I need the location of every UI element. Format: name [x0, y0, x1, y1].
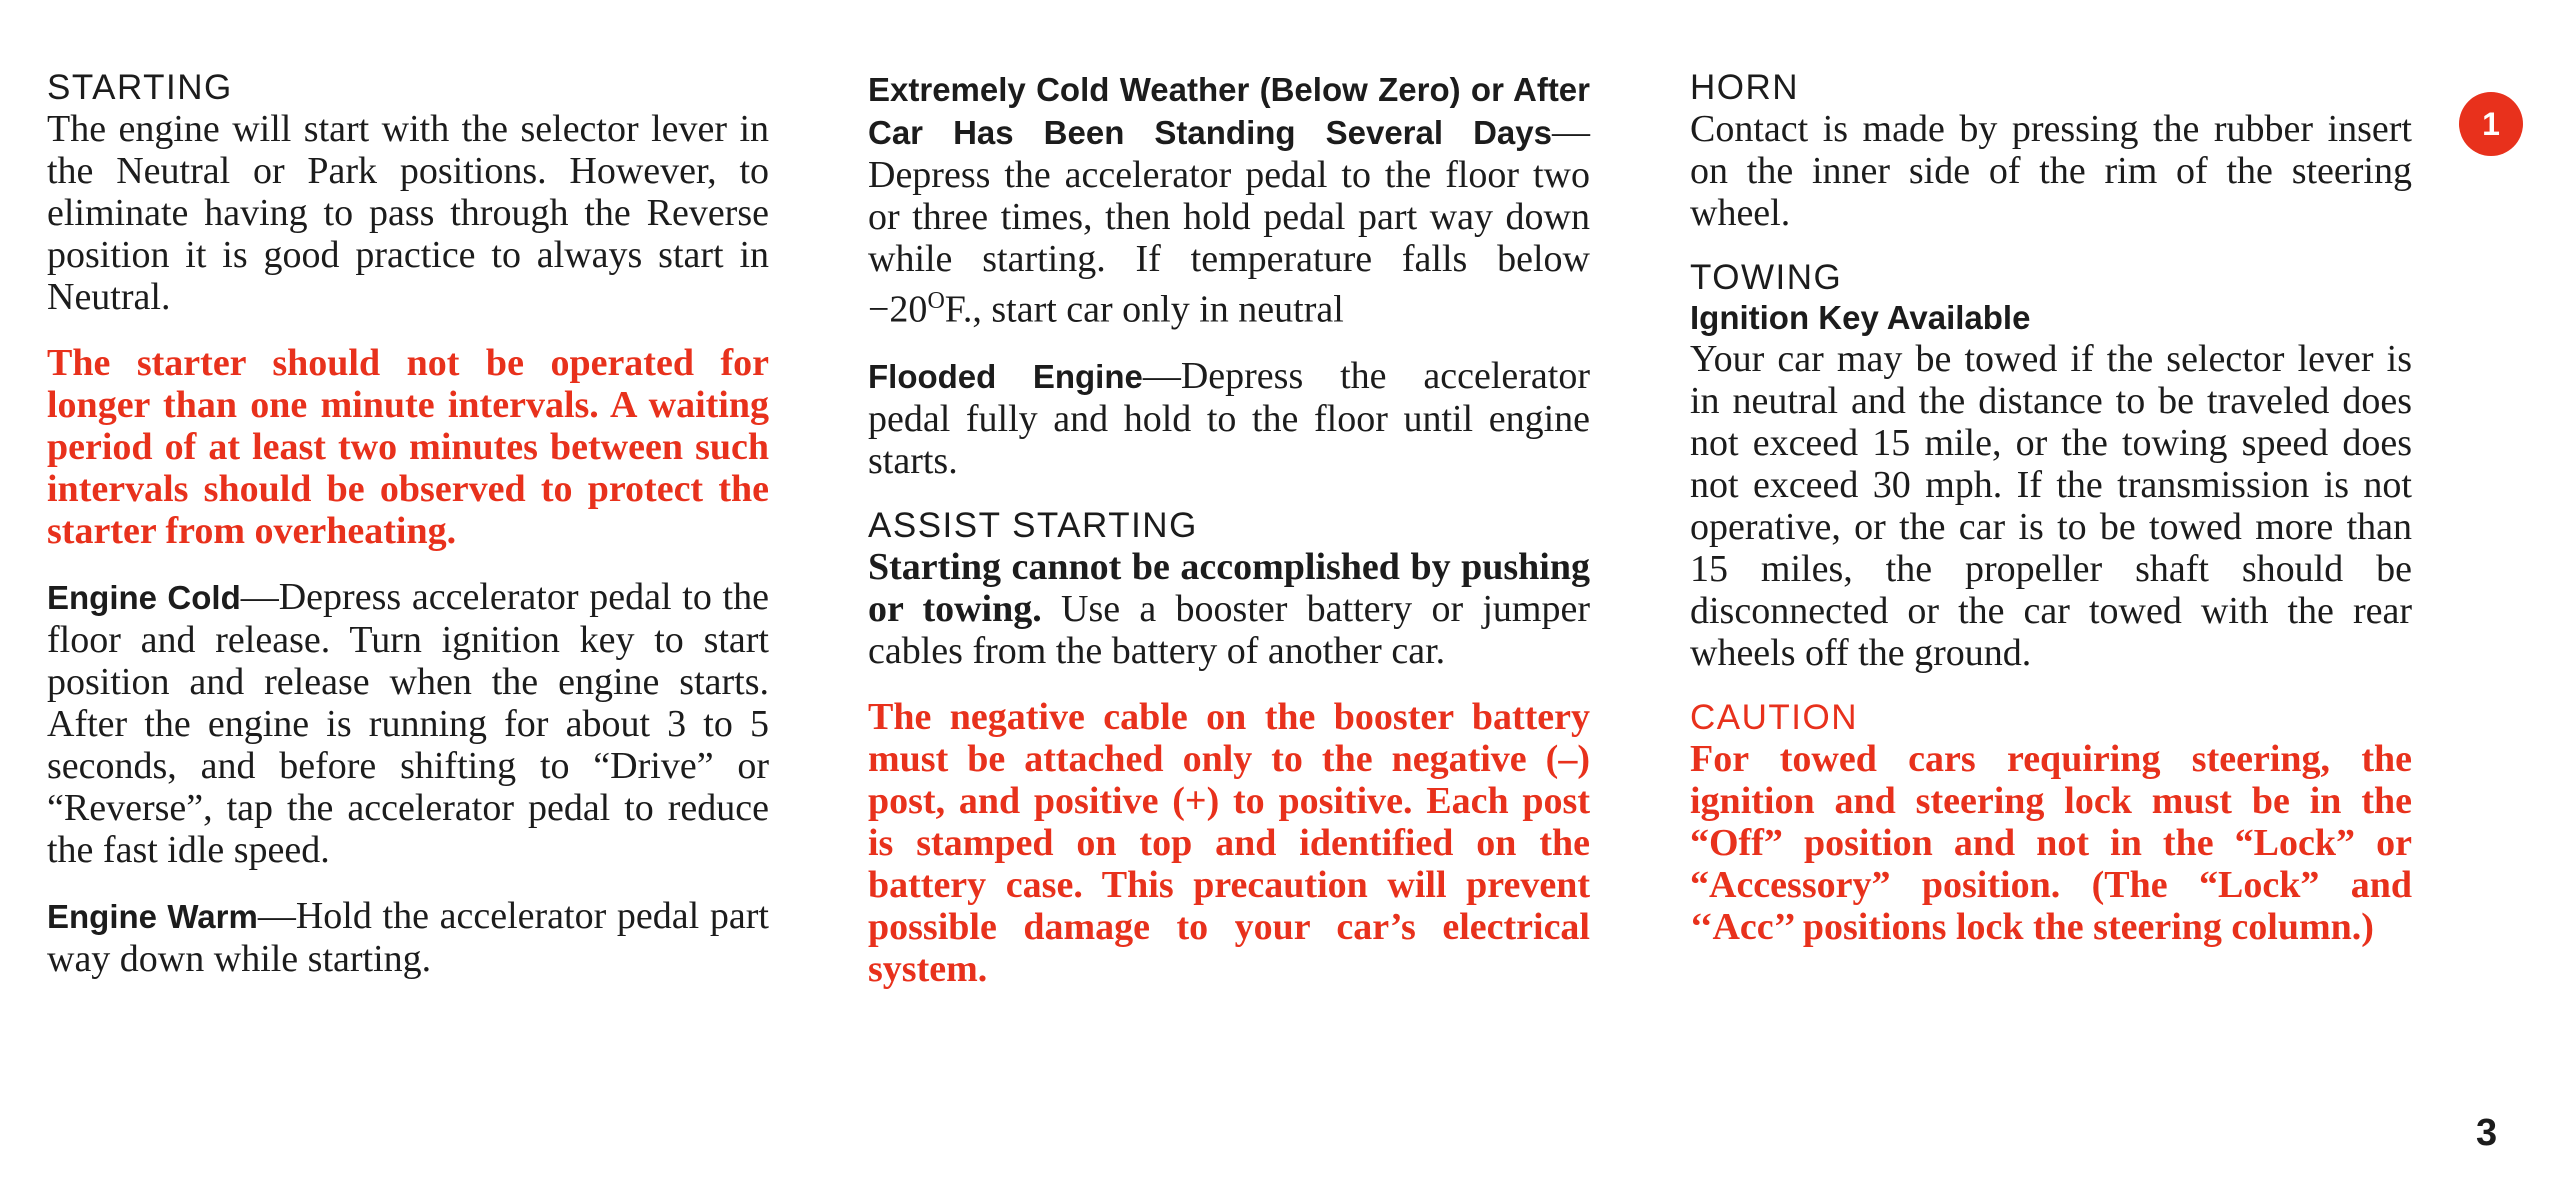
cold-weather-text-a: —Depress the accelerator pedal to the floor two or three times, then hold pedal part way down while starting. If temperature falls below −20	[868, 111, 1590, 331]
section-number-badge: 1	[2459, 92, 2523, 156]
cold-weather-text-b: F., start car only in neutral	[944, 288, 1344, 331]
towing-text: Your car may be towed if the selector lever is in neutral and the distance to be traveled does not exceed 15 mile, or the towing speed does not exceed 30 mph. If the transmission is not operative, or the car is to be towed more than 15 miles, the propeller shaft should be disconnected or the car towed with the rear wheels off the ground.	[1690, 338, 2412, 674]
caution-section	[1690, 698, 2412, 948]
engine-cold-paragraph	[47, 576, 769, 871]
starting-section	[47, 68, 769, 318]
horn-text: Contact is made by pressing the rubber insert on the inner side of the rim of the steering wheel.	[1690, 108, 2412, 234]
degree-symbol: O	[927, 288, 945, 314]
flooded-paragraph	[868, 355, 1590, 482]
left-column	[47, 68, 769, 1004]
towing-section	[1690, 258, 2412, 674]
towing-subheading: Ignition Key Available	[1690, 299, 2031, 336]
horn-heading: HORN	[1690, 68, 1800, 107]
right-column	[1690, 68, 2412, 972]
engine-warm-paragraph	[47, 895, 769, 980]
starter-warning: The starter should not be operated for longer than one minute intervals. A waiting period of at least two minutes between such intervals should be observed to protect the starter from overheating.	[47, 342, 769, 552]
middle-column	[868, 68, 1590, 1014]
page-number: 3	[2476, 1112, 2498, 1154]
cold-weather-lead: Extremely Cold Weather (Below Zero) or After Car Has Been Standing Several Days	[868, 71, 1590, 151]
flooded-text: —Depress the accelerator pedal fully and hold to the floor until engine starts.	[868, 354, 1591, 482]
engine-cold-text: —Depress accelerator pedal to the floor and release. Turn ignition key to start position and release when the engine starts. After the engine is running for about 3 to 5 seconds, and before shifting to “Drive” or “Reverse”, tap the accelerator pedal to reduce the fast idle speed.	[47, 576, 769, 871]
assist-bold-text: Starting cannot be accomplished by pushing or towing.	[868, 545, 1590, 630]
engine-warm-text: —Hold the accelerator pedal part way down while starting.	[47, 895, 769, 980]
assist-section	[868, 506, 1590, 672]
starting-text: The engine will start with the selector lever in the Neutral or Park positions. However, to eliminate having to pass through the Reverse position it is good practice to always start in Neutral.	[47, 108, 769, 318]
towing-heading: TOWING	[1690, 258, 1843, 297]
booster-warning: The negative cable on the booster battery must be attached only to the negative (–) post, and positive (+) to positive. Each post is stamped on top and identified on the battery case. This precaution will prevent possible damage to your car’s electrical system.	[868, 695, 1590, 990]
flooded-lead: Flooded Engine	[868, 357, 1143, 395]
horn-section	[1690, 68, 2412, 234]
engine-cold-lead: Engine Cold	[47, 579, 241, 616]
caution-heading: CAUTION	[1690, 698, 1858, 737]
engine-warm-lead: Engine Warm	[47, 898, 258, 935]
assist-text: Use a booster battery or jumper cables from the battery of another car.	[868, 587, 1591, 672]
assist-heading: ASSIST STARTING	[868, 505, 1198, 545]
cold-weather-paragraph	[868, 68, 1590, 331]
starting-heading: STARTING	[47, 68, 233, 107]
caution-text: For towed cars requiring steering, the ignition and steering lock must be in the “Off” position and not in the “Lock” or “Accessory” position. (The “Lock” and ‘‘Acc’’ positions lock the steering column.)	[1690, 738, 2412, 948]
